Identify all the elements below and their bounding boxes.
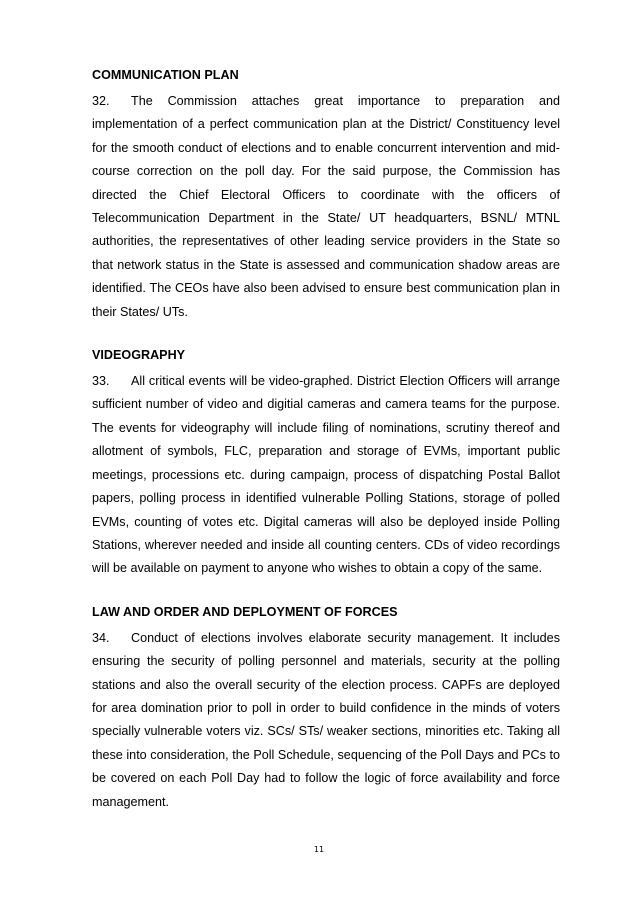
- paragraph-text: Conduct of elections involves elaborate security management. It includes ensuring the security of polling personnel and materials, security at the polling stations and also the overall security of the election process. CAPFs are deployed for area domination prior to poll in order to build confidence in the minds of voters specially vulnerable voters viz. SCs/ STs/ weaker sections, minorities etc. Taking all these into consideration, the Poll Schedule, sequencing of the Poll Days and PCs to be covered on each Poll Day had to follow the logic of force availability and force management.: [92, 630, 560, 809]
- page-number: 11: [313, 845, 325, 854]
- section-heading: COMMUNICATION PLAN: [92, 68, 239, 82]
- paragraph-number: 33.: [92, 374, 110, 389]
- document-page: [92, 66, 560, 814]
- section-law-and-order: [92, 603, 560, 814]
- section-communication-plan: [92, 66, 560, 324]
- paragraph-text: The Commission attaches great importance to preparation and implementation of a perfect communication plan at the District/ Constituency level for the smooth conduct of elections and to enable concurrent intervention and mid-course correction on the poll day. For the said purpose, the Commission has directed the Chief Electoral Officers to coordinate with the officers of Telecommunication Department in the State/ UT headquarters, BSNL/ MTNL authorities, the representatives of other leading service providers in the State so that network status in the State is assessed and communication shadow areas are identified. The CEOs have also been advised to ensure best communication plan in their States/ UTs.: [92, 94, 560, 319]
- paragraph-number: 34.: [92, 630, 110, 645]
- paragraph-text: All critical events will be video-graphed. District Election Officers will arrange sufficient number of video and digitial cameras and camera teams for the purpose. The events for videography will include filing of nominations, scrutiny thereof and allotment of symbols, FLC, preparation and storage of EVMs, important public meetings, processions etc. during campaign, process of dispatching Postal Ballot papers, polling process in identified vulnerable Polling Stations, storage of polled EVMs, counting of votes etc. Digital cameras will also be deployed inside Polling Stations, wherever needed and inside all counting centers. CDs of video recordings will be available on payment to anyone who wishes to obtain a copy of the same.: [92, 374, 560, 576]
- section-heading: VIDEOGRAPHY: [92, 348, 186, 363]
- section-paragraph: [92, 627, 560, 814]
- section-heading: LAW AND ORDER AND DEPLOYMENT OF FORCES: [92, 604, 398, 619]
- section-paragraph: [92, 90, 560, 324]
- section-paragraph: [92, 370, 560, 581]
- section-videography: [92, 346, 560, 581]
- paragraph-number: 32.: [92, 94, 110, 108]
